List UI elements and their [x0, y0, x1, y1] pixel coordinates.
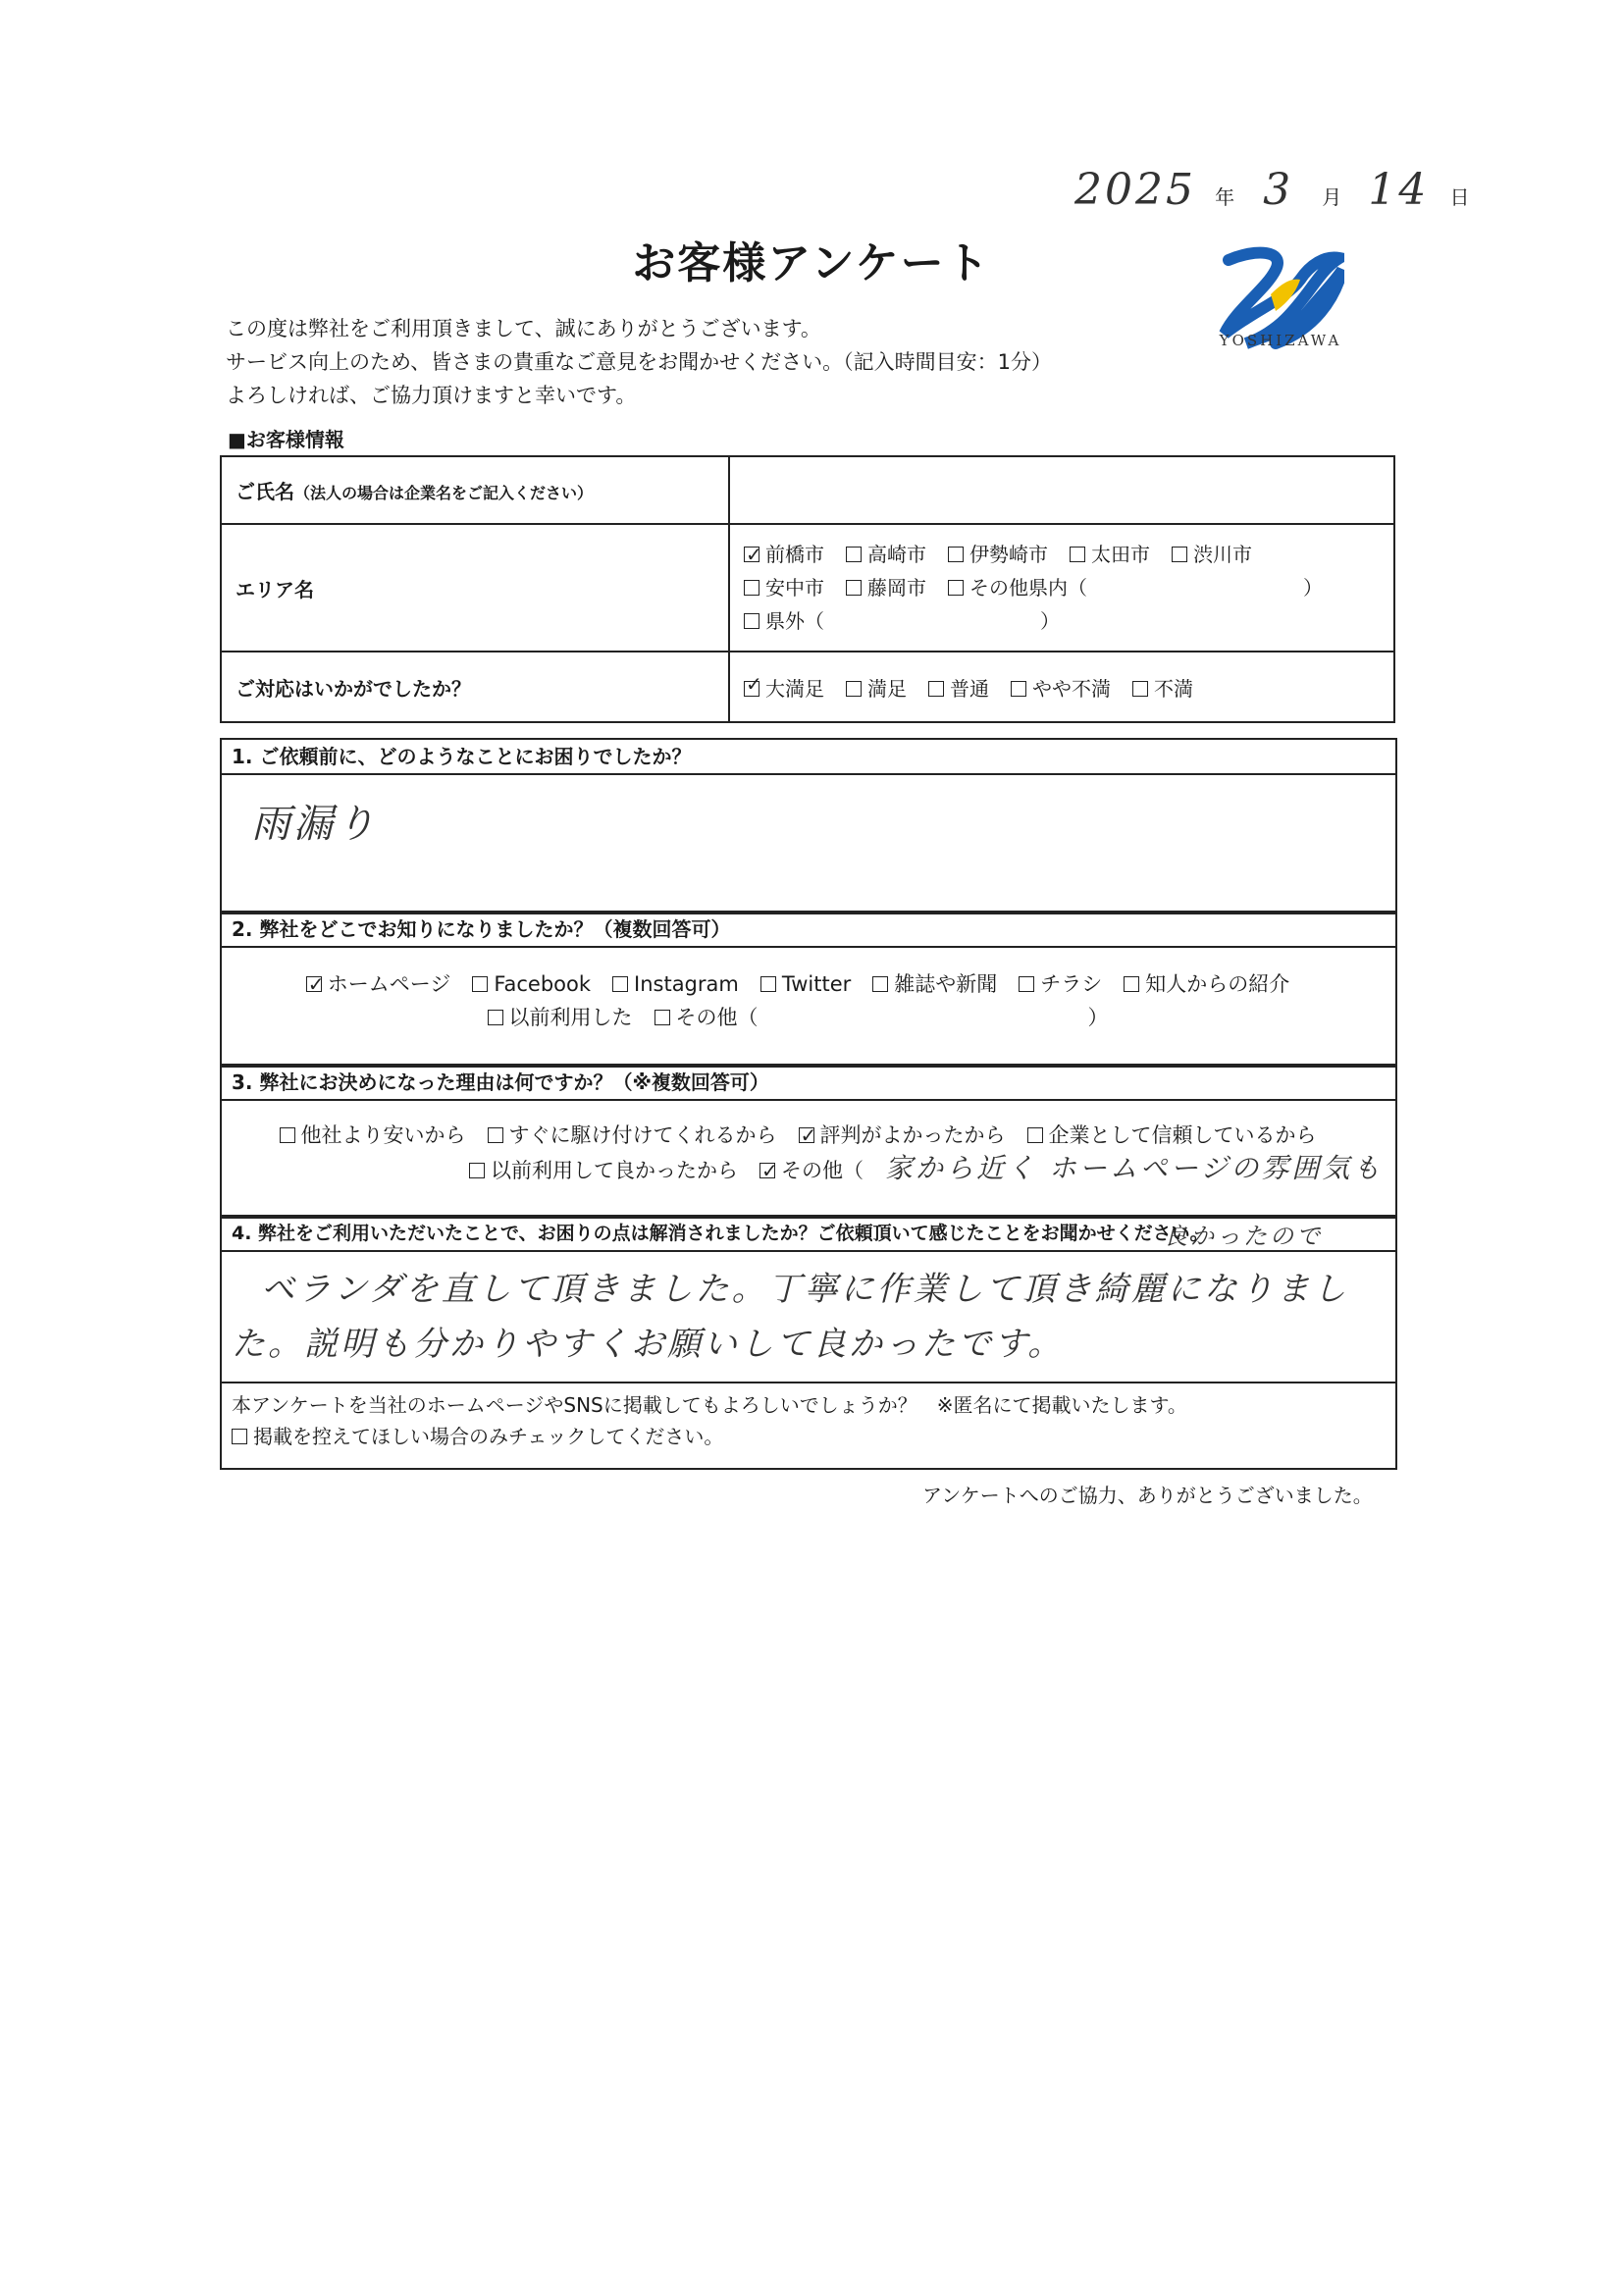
- area-checkbox[interactable]: [744, 613, 759, 629]
- question-2-checkbox[interactable]: [488, 1010, 503, 1025]
- question-2-option[interactable]: [1124, 967, 1289, 1001]
- question-4-box: [220, 1215, 1397, 1470]
- question-1-answer[interactable]: 雨漏り: [251, 802, 378, 847]
- area-option[interactable]: [948, 571, 1323, 604]
- question-2-option[interactable]: [612, 967, 739, 1001]
- area-checkbox[interactable]: [948, 547, 964, 562]
- satisfaction-option[interactable]: [1132, 673, 1193, 702]
- area-checkbox[interactable]: [1172, 547, 1187, 562]
- question-3-option-label: 他社より安いから: [300, 1123, 466, 1147]
- satisfaction-option[interactable]: [928, 673, 989, 702]
- intro-line-3: よろしければ、ご協力頂けますと幸いです。: [226, 384, 637, 407]
- area-option[interactable]: [744, 538, 824, 571]
- question-2-option[interactable]: [872, 967, 997, 1001]
- area-option-label: 藤岡市: [867, 576, 926, 600]
- area-checkbox[interactable]: [846, 547, 862, 562]
- area-option-label: 伊勢崎市: [969, 543, 1048, 566]
- area-option-label: 安中市: [765, 576, 824, 600]
- question-2-option[interactable]: [760, 967, 851, 1001]
- satisfaction-option[interactable]: [744, 673, 824, 702]
- thanks-message: アンケートへのご協力、ありがとうございました。: [922, 1484, 1373, 1507]
- question-3-checkbox[interactable]: [1027, 1127, 1043, 1143]
- satisfaction-option-label: 大満足: [765, 676, 824, 701]
- area-option-label: その他県内（ ）: [969, 576, 1323, 600]
- area-options: [729, 524, 1394, 652]
- satisfaction-option[interactable]: [846, 673, 907, 702]
- intro-line-2: サービス向上のため、皆さまの貴重なご意見をお聞かせください。（記入時間目安：1分）: [226, 350, 1053, 374]
- question-3-option-label: 企業として信頼しているから: [1048, 1123, 1317, 1147]
- satisfaction-label: ご対応はいかがでしたか？: [221, 652, 729, 722]
- question-2-option-label: 雑誌や新聞: [894, 972, 998, 996]
- logo-text: YOSHIZAWA: [1219, 332, 1342, 349]
- question-3-option[interactable]: [280, 1119, 466, 1152]
- question-3-option[interactable]: [799, 1119, 1006, 1152]
- satisfaction-option-label: 満足: [867, 676, 907, 701]
- question-4-answer-line-1: ベランダを直して頂きました。丁寧に作業して頂き綺麗になりまし: [261, 1270, 1349, 1309]
- satisfaction-checkbox[interactable]: [1011, 681, 1026, 697]
- area-option-label: 高崎市: [867, 543, 926, 566]
- area-option[interactable]: [1070, 538, 1150, 571]
- question-2-option-label: Facebook: [494, 972, 592, 996]
- question-1-box: [220, 738, 1397, 914]
- question-2-option-label: 知人からの紹介: [1145, 972, 1290, 996]
- question-3-other-text[interactable]: 家から近く ホームページの雰囲気も: [885, 1152, 1384, 1184]
- question-2-checkbox[interactable]: [472, 976, 488, 992]
- date-year: 2025: [1074, 165, 1196, 215]
- area-option[interactable]: [1172, 538, 1252, 571]
- question-2-option-label: ホームページ: [327, 972, 451, 996]
- satisfaction-option-label: 普通: [950, 676, 989, 701]
- area-checkbox[interactable]: [744, 580, 759, 596]
- question-2-option-label: その他（ ）: [675, 1006, 1109, 1029]
- intro-line-1: この度は弊社をご利用頂きまして、誠にありがとうございます。: [226, 317, 821, 340]
- question-2-checkbox[interactable]: [872, 976, 888, 992]
- question-2-checkbox[interactable]: [654, 1010, 670, 1025]
- question-2-option-label: チラシ: [1040, 972, 1103, 996]
- area-option[interactable]: [948, 538, 1048, 571]
- satisfaction-checkbox[interactable]: [846, 681, 862, 697]
- question-2-checkbox[interactable]: [1124, 976, 1139, 992]
- area-checkbox[interactable]: [846, 580, 862, 596]
- question-3-option[interactable]: [469, 1154, 738, 1187]
- question-1-title: 1. ご依頼前に、どのようなことにお困りでしたか？: [222, 740, 1395, 775]
- question-3-checkbox[interactable]: [759, 1163, 775, 1178]
- area-option[interactable]: [846, 571, 926, 604]
- question-2-option-label: Instagram: [634, 972, 739, 996]
- question-2-option[interactable]: [1019, 967, 1102, 1001]
- question-2-title: 2. 弊社をどこでお知りになりましたか？（複数回答可）: [222, 913, 1395, 948]
- question-3-option[interactable]: [1027, 1119, 1317, 1152]
- question-3-checkbox[interactable]: [799, 1127, 814, 1143]
- area-option[interactable]: [744, 571, 824, 604]
- question-3-option-label: すぐに駆け付けてくれるから: [508, 1123, 777, 1147]
- question-3-option[interactable]: [759, 1154, 864, 1187]
- date-day: 14: [1368, 165, 1430, 215]
- publish-opt-out-checkbox[interactable]: [232, 1429, 247, 1444]
- publish-line-2: 掲載を控えてほしい場合のみチェックしてください。: [253, 1425, 724, 1448]
- date-month-unit: 月: [1322, 185, 1342, 209]
- area-option-label: 前橋市: [765, 543, 824, 566]
- question-4-answer[interactable]: [222, 1252, 1395, 1383]
- question-3-title: 3. 弊社にお決めになった理由は何ですか？（※複数回答可）: [222, 1066, 1395, 1101]
- satisfaction-checkbox[interactable]: [1132, 681, 1148, 697]
- question-3-checkbox[interactable]: [488, 1127, 503, 1143]
- question-3-option-label: 以前利用して良かったから: [491, 1159, 738, 1182]
- question-2-box: [220, 911, 1397, 1068]
- area-checkbox[interactable]: [744, 547, 759, 562]
- question-4-answer-line-2: た。説明も分かりやすくお願いして良かったです。: [232, 1325, 1065, 1364]
- area-option-label: 渋川市: [1193, 543, 1252, 566]
- satisfaction-option-label: やや不満: [1032, 676, 1111, 701]
- question-3-option[interactable]: [488, 1119, 777, 1152]
- customer-info-heading: ■お客様情報: [228, 428, 344, 451]
- name-label: ご氏名: [236, 480, 294, 503]
- satisfaction-options: [729, 652, 1394, 722]
- customer-info-table: [220, 455, 1395, 723]
- area-label: エリア名: [221, 524, 729, 652]
- name-note: （法人の場合は企業名をご記入ください）: [294, 484, 594, 502]
- question-2-option[interactable]: [306, 967, 451, 1001]
- publish-consent: [222, 1383, 1395, 1458]
- area-checkbox[interactable]: [948, 580, 964, 596]
- satisfaction-option-label: 不満: [1154, 676, 1193, 701]
- question-3-option-label: 評判がよかったから: [819, 1123, 1006, 1147]
- question-3-other-text-2[interactable]: 良かったので: [1164, 1223, 1323, 1250]
- name-label-cell: [221, 456, 729, 524]
- date-month: 3: [1263, 165, 1294, 215]
- question-2-option-label: 以前利用した: [508, 1006, 633, 1029]
- question-2-checkbox[interactable]: [1019, 976, 1034, 992]
- satisfaction-checkbox[interactable]: [744, 681, 759, 697]
- question-3-checkbox[interactable]: [469, 1163, 485, 1178]
- area-checkbox[interactable]: [1070, 547, 1085, 562]
- question-2-checkbox[interactable]: [760, 976, 776, 992]
- question-2-option[interactable]: [488, 1001, 633, 1034]
- publish-line-1: 本アンケートを当社のホームページやSNSに掲載してもよろしいでしょうか？ ※匿名にて掲載いたします。: [232, 1393, 1187, 1417]
- date-line: [1074, 165, 1469, 215]
- question-4-title: 4. 弊社をご利用いただいたことで、お困りの点は解消されましたか？ご依頼頂いて感じたことをお聞かせください。: [222, 1217, 1395, 1252]
- area-option-label: 太田市: [1091, 543, 1150, 566]
- date-year-unit: 年: [1215, 185, 1235, 209]
- area-option[interactable]: [846, 538, 926, 571]
- satisfaction-option[interactable]: [1011, 673, 1111, 702]
- question-3-option-label: その他（: [781, 1159, 864, 1182]
- question-2-checkbox[interactable]: [306, 976, 322, 992]
- satisfaction-checkbox[interactable]: [928, 681, 944, 697]
- question-2-option-label: Twitter: [781, 972, 852, 996]
- question-2-option[interactable]: [472, 967, 591, 1001]
- question-2-checkbox[interactable]: [612, 976, 628, 992]
- area-option-label: 県外（ ）: [765, 609, 1060, 633]
- name-field[interactable]: [729, 456, 1394, 524]
- question-3-checkbox[interactable]: [280, 1127, 295, 1143]
- date-day-unit: 日: [1449, 185, 1470, 209]
- question-2-option[interactable]: [654, 1001, 1109, 1034]
- area-option[interactable]: [744, 604, 1060, 638]
- page-title: お客様アンケート: [632, 238, 991, 288]
